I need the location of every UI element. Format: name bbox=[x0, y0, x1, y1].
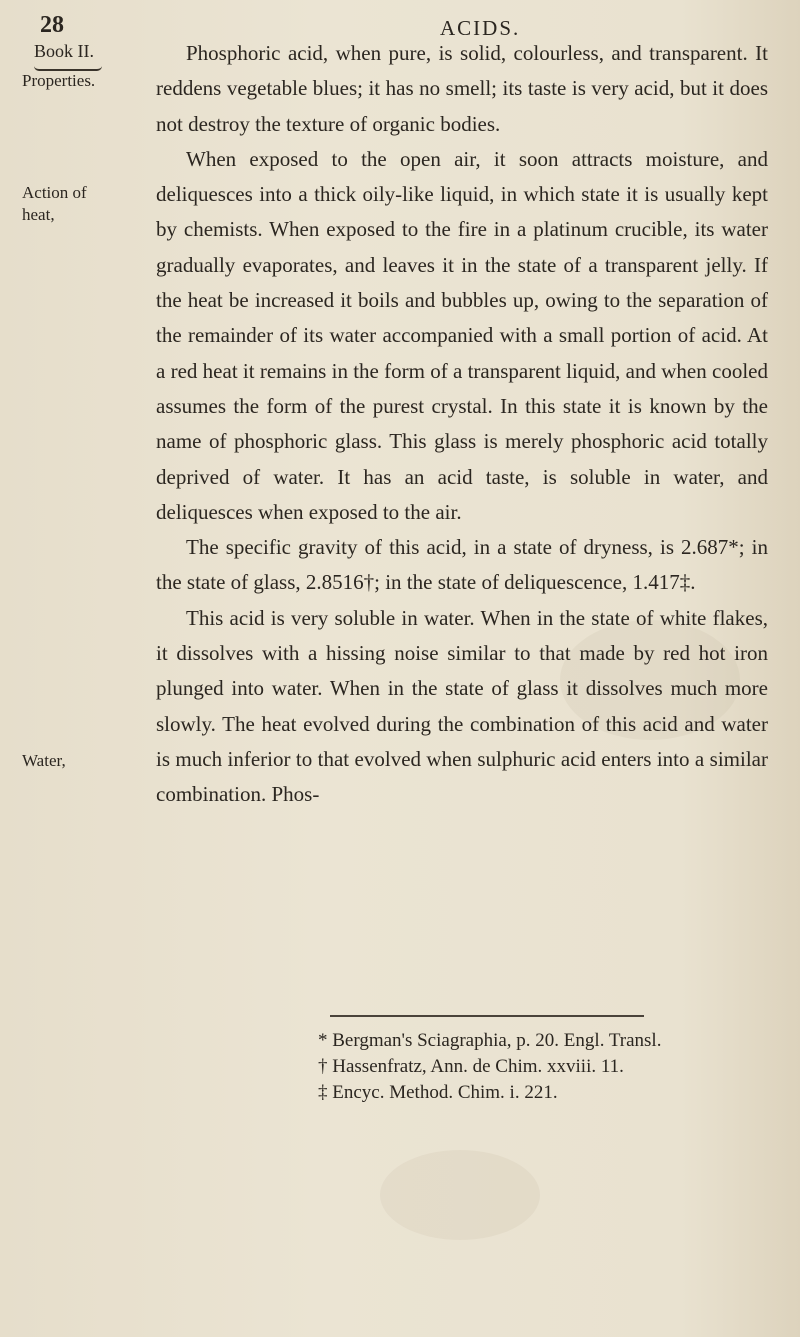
margin-note-water: Water, bbox=[22, 751, 66, 770]
paragraph-action-of-heat: When exposed to the open air, it soon attracts moisture, and deliquesces into a thick oily-like liquid, in which state it is usually kept by chemists. When exposed to the fire in a platinum crucible, its water gradually evaporates, and leaves it in the state of a transparent jelly. If the heat be increased it boils and bubbles up, owing to the separation of the remainder of its water accompanied with a small portion of acid. At a red heat it remains in the form of a transparent liquid, and when cooled assumes the form of the purest crystal. In this state it is known by the name of phosphoric glass. This glass is merely phosphoric acid totally deprived of water. It has an acid taste, is soluble in water, and deliquesces when exposed to the air. bbox=[156, 146, 768, 524]
paragraph-water: This acid is very soluble in water. When in the state of white flakes, it dissolves with a hissing noise similar to that made by red hot iron plunged into water. When in the state of glass it dissolves much more slowly. The heat evolved during the combination of this acid and water is much inferior to that evolved when sulphuric acid enters into a similar combination. Phos- bbox=[156, 605, 768, 807]
footnote-hassenfratz: † Hassenfratz, Ann. de Chim. xxviii. 11. bbox=[318, 1056, 624, 1077]
paragraph-properties: Phosphoric acid, when pure, is solid, colourless, and transparent. It reddens vegetable blues; it has no smell; its taste is very acid, but it does not destroy the texture of organic bodies. bbox=[156, 41, 768, 136]
margin-note-action-of-heat: Action of heat, bbox=[22, 183, 87, 224]
page-number: 28 bbox=[40, 12, 64, 38]
footnote-rule bbox=[330, 1015, 644, 1017]
margin-book-label: Book II. bbox=[34, 41, 94, 61]
paper-stain bbox=[380, 1150, 540, 1240]
paragraph-specific-gravity: The specific gravity of this acid, in a state of dryness, is 2.687*; in the state of glass, 2.8516†; in the state of deliquescence, 1.417‡. bbox=[156, 535, 768, 595]
footnote-bergman: * Bergman's Sciagraphia, p. 20. Engl. Transl. bbox=[318, 1030, 662, 1051]
main-text bbox=[156, 36, 768, 813]
footnotes bbox=[318, 1028, 768, 1106]
margin-note-properties: Properties. bbox=[22, 71, 96, 90]
running-head: ACIDS. bbox=[440, 16, 521, 40]
footnote-encyc: ‡ Encyc. Method. Chim. i. 221. bbox=[318, 1082, 558, 1103]
